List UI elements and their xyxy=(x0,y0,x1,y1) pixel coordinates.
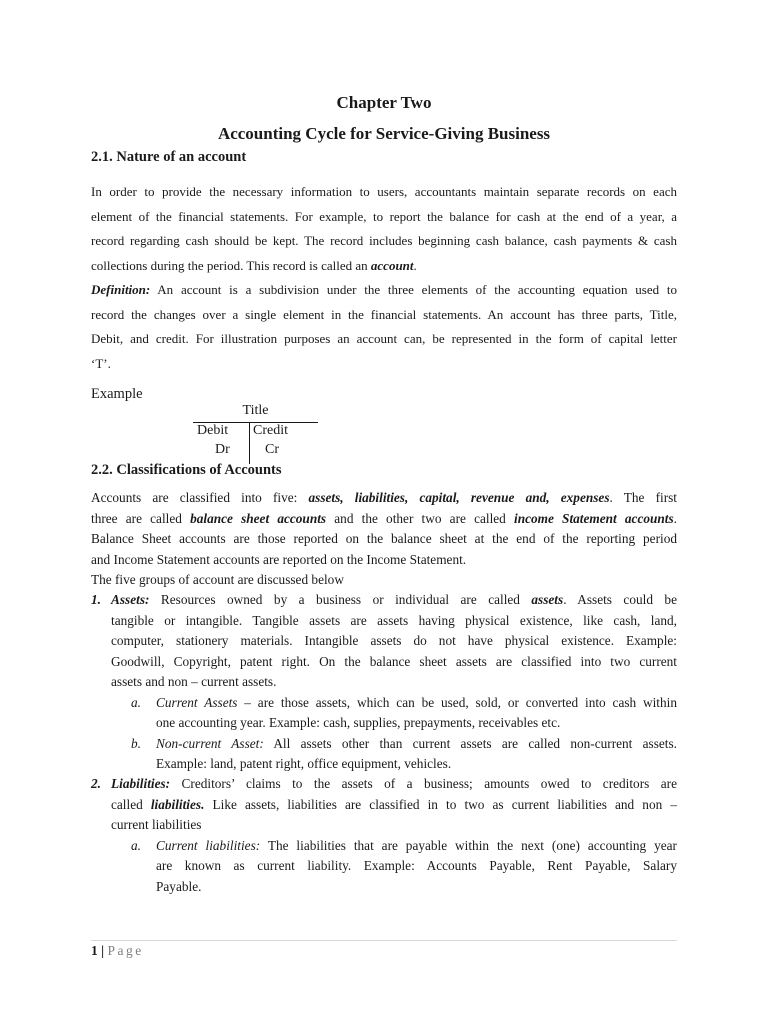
example-label: Example xyxy=(91,386,143,402)
text-run: called xyxy=(111,796,151,812)
definition-label: Definition: xyxy=(91,282,151,297)
emphasis-assets: assets xyxy=(531,592,564,607)
paragraph-definition xyxy=(91,278,677,376)
text-run: Accounts are classified into five: xyxy=(91,490,309,505)
paragraph-line xyxy=(111,590,677,611)
footer-separator: | xyxy=(97,943,108,958)
paragraph-line: tangible or intangible. Tangible assets are assets having physical existence, like cash, land, xyxy=(111,612,677,628)
text-run: three are called xyxy=(91,510,191,526)
text-run: . Assets could be xyxy=(563,592,677,607)
text-run: Resources owned by a business or individual are called xyxy=(149,592,532,607)
sub-letter: a. xyxy=(131,694,141,710)
heading-nature-of-account: 2.1. Nature of an account xyxy=(91,149,247,165)
emphasis-liabilities: liabilities. xyxy=(150,796,205,812)
emphasis-account: account xyxy=(370,257,414,273)
paragraph-line xyxy=(111,795,677,816)
assets-label: Assets: xyxy=(111,592,150,607)
text-run: All assets other than current assets are called non-current assets. xyxy=(263,735,677,751)
paragraph-line: one accounting year. Example: cash, supplies, prepayments, receivables etc. xyxy=(156,715,561,730)
paragraph-line: In order to provide the necessary information to users, accountants maintain separate records on each xyxy=(91,184,677,199)
page-number: 1 xyxy=(91,943,98,958)
paragraph-line xyxy=(111,774,677,795)
footer-rule xyxy=(91,940,677,941)
list-item-body xyxy=(111,590,677,775)
paragraph-line: computer, stationery materials. Intangible assets do not have physical existence. Example: xyxy=(111,633,677,648)
text-run: The liabilities that are payable within the next (one) accounting year xyxy=(260,837,677,853)
chapter-title: Chapter Two xyxy=(336,93,432,112)
paragraph-line: The five groups of account are discussed below xyxy=(91,572,344,587)
list-number: 2. xyxy=(91,776,101,791)
sub-item-current-liabilities xyxy=(131,836,677,898)
text-run: . xyxy=(673,510,677,526)
t-account-vertical-line xyxy=(249,423,250,464)
text-run: . The first xyxy=(609,490,677,505)
text-run: Creditors’ claims to the assets of a business; amounts owed to creditors are xyxy=(170,776,677,791)
paragraph-nature xyxy=(91,180,677,278)
paragraph-line xyxy=(91,488,677,509)
paragraph-line: and Income Statement accounts are reported on the Income Statement. xyxy=(91,551,467,567)
paragraph-line xyxy=(91,278,677,303)
current-liabilities-label: Current liabilities: xyxy=(156,837,261,853)
t-account-dr: Dr xyxy=(215,442,230,457)
paragraph-line: Example: land, patent right, office equipment, vehicles. xyxy=(156,756,452,771)
text-run: collections during the period. This record is called an xyxy=(91,257,371,273)
page-footer xyxy=(91,943,144,959)
liabilities-label: Liabilities: xyxy=(111,776,171,791)
paragraph-line: Payable. xyxy=(156,878,202,894)
emphasis-five-classes: assets, liabilities, capital, revenue and, expenses xyxy=(308,490,610,505)
list-item-body xyxy=(111,774,677,897)
heading-classifications: 2.2. Classifications of Accounts xyxy=(91,462,282,478)
list-number: 1. xyxy=(91,592,101,607)
section-title: Accounting Cycle for Service-Giving Business xyxy=(217,124,551,143)
paragraph-line: current liabilities xyxy=(111,817,202,832)
paragraph-line: Balance Sheet accounts are those reported on the balance sheet at the end of the reporting period xyxy=(91,531,677,546)
sub-letter: b. xyxy=(131,735,141,751)
list-item-liabilities xyxy=(91,774,677,897)
t-account-title: Title xyxy=(242,403,269,418)
page-label: Page xyxy=(107,943,144,958)
list-item-assets xyxy=(91,590,677,775)
paragraph-line: assets and non – current assets. xyxy=(111,674,277,689)
non-current-asset-label: Non-current Asset: xyxy=(156,735,264,751)
paragraph-line xyxy=(156,693,677,714)
text-run: Like assets, liabilities are classified in to two as current liabilities and non – xyxy=(204,796,677,812)
paragraph-line: Goodwill, Copyright, patent right. On the balance sheet assets are classified into two current xyxy=(111,653,677,669)
t-account-diagram xyxy=(193,403,318,463)
paragraph-line: Debit, and credit. For illustration purposes an account can, be represented in the form of capital letter xyxy=(91,331,677,346)
paragraph-line xyxy=(156,836,677,857)
current-assets-label: Current Assets xyxy=(156,694,238,710)
paragraph-line: ‘T’. xyxy=(91,355,111,371)
t-account-credit: Credit xyxy=(253,423,288,438)
paragraph-line xyxy=(91,254,677,279)
text-run: An account is a subdivision under the three elements of the accounting equation used to xyxy=(150,282,677,297)
emphasis-income-statement: income Statement accounts xyxy=(514,510,674,526)
t-account-debit: Debit xyxy=(197,423,229,438)
sub-letter: a. xyxy=(131,837,141,853)
paragraph-line xyxy=(91,509,677,530)
text-run: . xyxy=(413,257,417,273)
sub-item-current-assets xyxy=(131,693,677,734)
emphasis-balance-sheet: balance sheet accounts xyxy=(190,510,327,526)
sub-item-non-current-assets xyxy=(131,734,677,775)
text-run: and the other two are called xyxy=(326,510,514,526)
paragraph-line xyxy=(156,734,677,755)
paragraph-line: record regarding cash should be kept. The record includes beginning cash balance, cash payments & cash xyxy=(91,233,677,248)
paragraph-classifications xyxy=(91,488,677,591)
paragraph-line: record the changes over a single element in the financial statements. An account has three parts, Title, xyxy=(91,306,677,322)
paragraph-line: are known as current liability. Example: Accounts Payable, Rent Payable, Salary xyxy=(156,858,677,873)
t-account-cr: Cr xyxy=(265,442,279,457)
paragraph-line: element of the financial statements. For example, to report the balance for cash at the end of a year, a xyxy=(91,208,677,224)
text-run: – are those assets, which can be used, sold, or converted into cash within xyxy=(237,694,677,710)
